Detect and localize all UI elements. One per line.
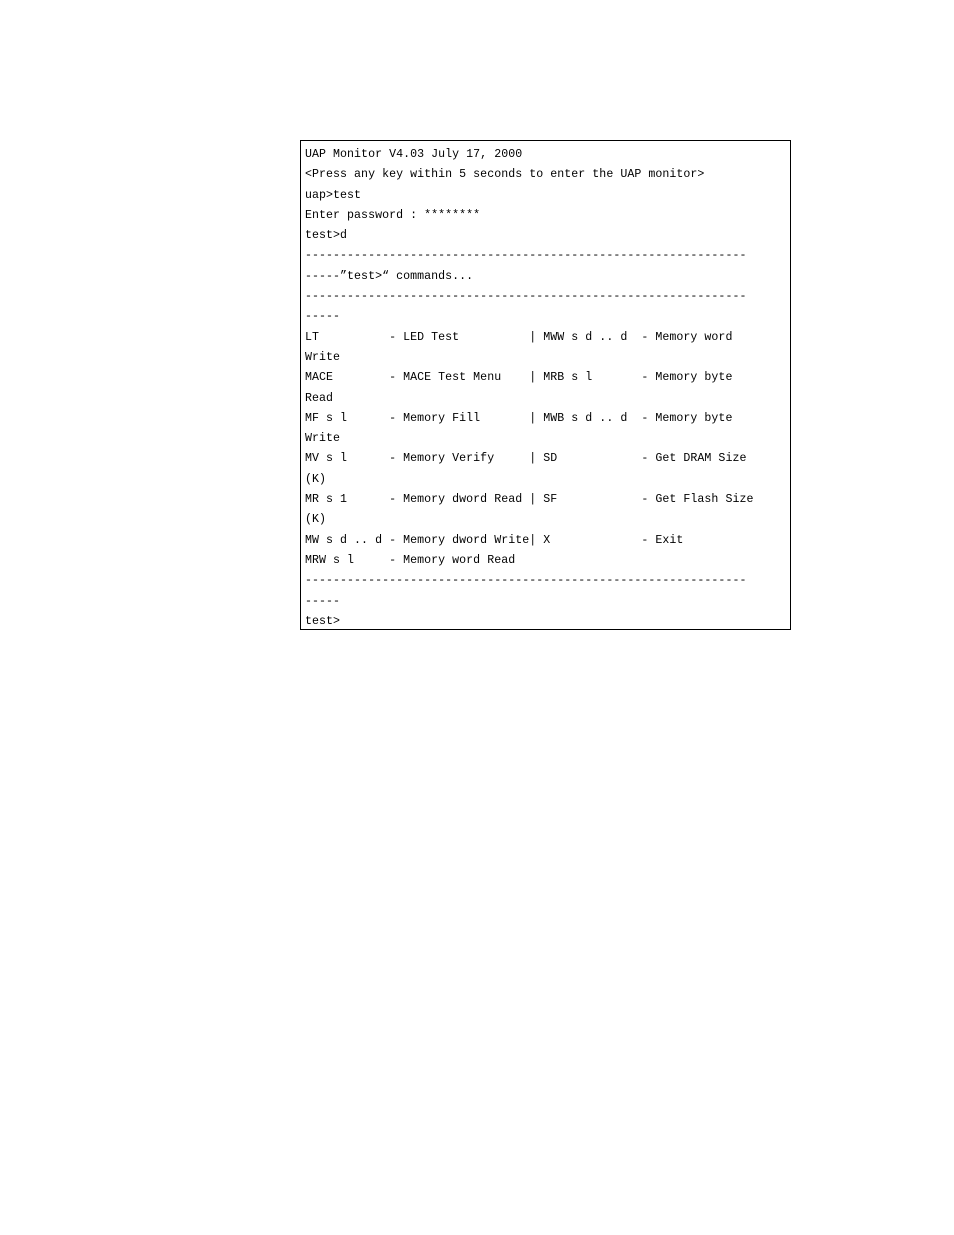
console-lines xyxy=(305,145,786,632)
console-line-command-entry: MW s d .. d - Memory dword Write| X - Exit xyxy=(305,533,684,547)
console-line-command-entry: LT - LED Test | MWW s d .. d - Memory word xyxy=(305,330,733,344)
console-line-separator: --------------------------------------------------------------- xyxy=(305,249,747,263)
console-line-heading: -----”test>“ commands... xyxy=(305,269,474,283)
console-line-separator-wrap: ----- xyxy=(305,310,341,324)
console-line-password: Enter password : ******** xyxy=(305,208,481,222)
console-line-command-entry: MRW s l - Memory word Read xyxy=(305,553,516,567)
console-line-separator-wrap: ----- xyxy=(305,594,341,608)
console-line-wrap: Read xyxy=(305,391,334,405)
console-line-command-entry: MV s l - Memory Verify | SD - Get DRAM Size xyxy=(305,452,747,466)
console-line-final-prompt: test> xyxy=(305,614,341,628)
console-line-command: test>d xyxy=(305,229,348,243)
console-line-separator: --------------------------------------------------------------- xyxy=(305,290,747,304)
console-line-wrap: (K) xyxy=(305,472,327,486)
console-line-prompt-hint: <Press any key within 5 seconds to enter the UAP monitor> xyxy=(305,168,705,182)
console-line-command-entry: MF s l - Memory Fill | MWB s d .. d - Memory byte xyxy=(305,411,733,425)
console-line-wrap: Write xyxy=(305,432,341,446)
console-line-wrap: (K) xyxy=(305,513,327,527)
console-line-wrap: Write xyxy=(305,350,341,364)
console-line-banner: UAP Monitor V4.03 July 17, 2000 xyxy=(305,148,523,161)
console-line-command: uap>test xyxy=(305,188,362,202)
console-line-command-entry: MACE - MACE Test Menu | MRB s l - Memory byte xyxy=(305,371,733,385)
console-line-command-entry: MR s 1 - Memory dword Read | SF - Get Flash Size xyxy=(305,493,754,507)
console-line-separator: --------------------------------------------------------------- xyxy=(305,574,747,588)
console-output-box xyxy=(300,140,791,630)
